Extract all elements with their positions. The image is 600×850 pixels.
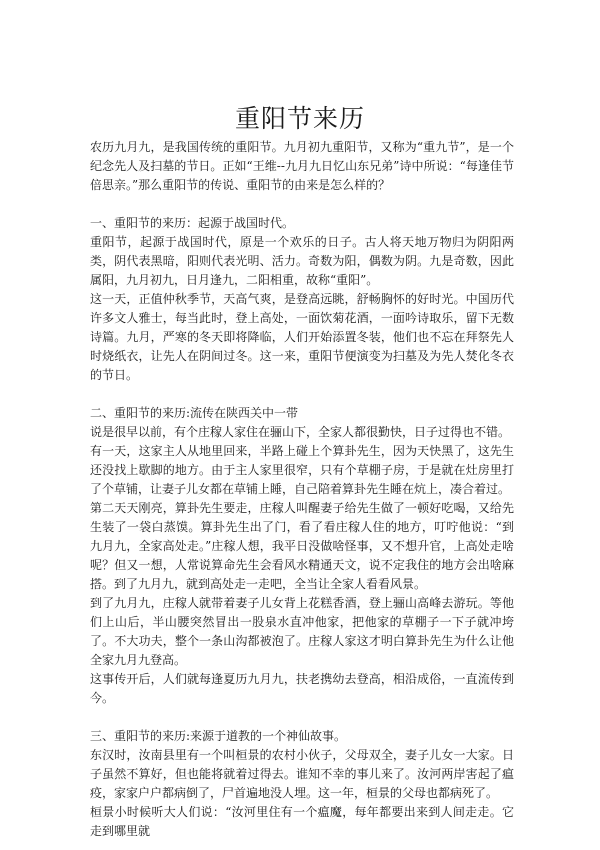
body-paragraph: 重阳节，起源于战国时代，原是一个欢乐的日子。古人将天地万物归为阴阳两类，阴代表黑暗，阳则代表光明、活力。奇数为阳，偶数为阴。九是奇数，因此属阳，九月初九，日月逢九，二阳相重，故称“重阳”。 (90, 235, 514, 287)
section-heading-3: 三、重阳节的来历:来源于道教的一个神仙故事。 (90, 729, 347, 743)
body-paragraph: 这事传开后，人们就每逢夏历九月九，扶老携幼去登高，相沿成俗，一直流传到今。 (90, 672, 514, 705)
intro-paragraph: 农历九月九，是我国传统的重阳节。九月初九重阳节，又称为“重九节”，是一个纪念先人及扫墓的节日。正如“王维--九月九日忆山东兄弟”诗中所说：“每逢佳节倍思亲。”那么重阳节的传说、重阳节的由来是怎么样的？ (90, 140, 514, 192)
document-body (90, 138, 514, 841)
body-paragraph: 有一天，这家主人从地里回来，半路上碰上个算卦先生，因为天快黑了，这先生还没找上歇脚的地方。由于主人家里很窄，只有个草棚子房，于是就在灶房里打了个草铺，让妻子儿女都在草铺上睡，自己陪着算卦先生睡在炕上，凑合着过。 (90, 444, 514, 496)
body-paragraph: 到了九月九，庄稼人就带着妻子儿女背上花糕香酒，登上骊山高峰去游玩。等他们上山后，半山腰突然冒出一股泉水直冲他家，把他家的草棚子一下子就冲垮了。不大功夫，整个一条山沟都被泡了。庄稼人家这才明白算卦先生为什么让他全家九月九登高。 (90, 596, 514, 667)
section-heading-1: 一、重阳节的来历：起源于战国时代。 (90, 216, 295, 230)
body-paragraph: 东汉时，汝南县里有一个叫桓景的农村小伙子，父母双全，妻子儿女一大家。日子虽然不算好，但也能将就着过得去。谁知不幸的事儿来了。汝河两岸害起了瘟疫，家家户户都病倒了，尸首遍地没人埋。这一年，桓景的父母也都病死了。 (90, 748, 514, 800)
section-heading-2: 二、重阳节的来历:流传在陕西关中一带 (90, 406, 299, 420)
body-paragraph: 说是很早以前，有个庄稼人家住在骊山下，全家人都很勤快，日子过得也不错。 (90, 425, 511, 439)
body-paragraph: 第二天天刚亮，算卦先生要走，庄稼人叫醒妻子给先生做了一顿好吃喝，又给先生装了一袋白蒸馍。算卦先生出了门，看了看庄稼人住的地方，叮咛他说：“到九月九，全家高处走。”庄稼人想，我平日没做啥怪事，又不想升官，上高处走啥呢？但又一想，人常说算命先生会看风水精通天文，说不定我住的地方会出啥麻搭。到了九月九，就到高处走一走吧，全当让全家人看看风景。 (90, 501, 514, 591)
body-paragraph: 这一天，正值仲秋季节，天高气爽，是登高远眺，舒畅胸怀的好时光。中国历代许多文人雅士，每当此时，登上高处，一面饮菊花酒，一面吟诗取乐，留下无数诗篇。九月，严寒的冬天即将降临，人们开始添置冬装，他们也不忘在拜祭先人时烧纸衣，让先人在阴间过冬。这一来，重阳节便演变为扫墓及为先人焚化冬衣的节日。 (90, 292, 514, 382)
page-title: 重阳节来历 (234, 103, 365, 133)
body-paragraph: 桓景小时候听大人们说：“汝河里住有一个瘟魔，每年都要出来到人间走走。它走到哪里就 (90, 805, 514, 838)
